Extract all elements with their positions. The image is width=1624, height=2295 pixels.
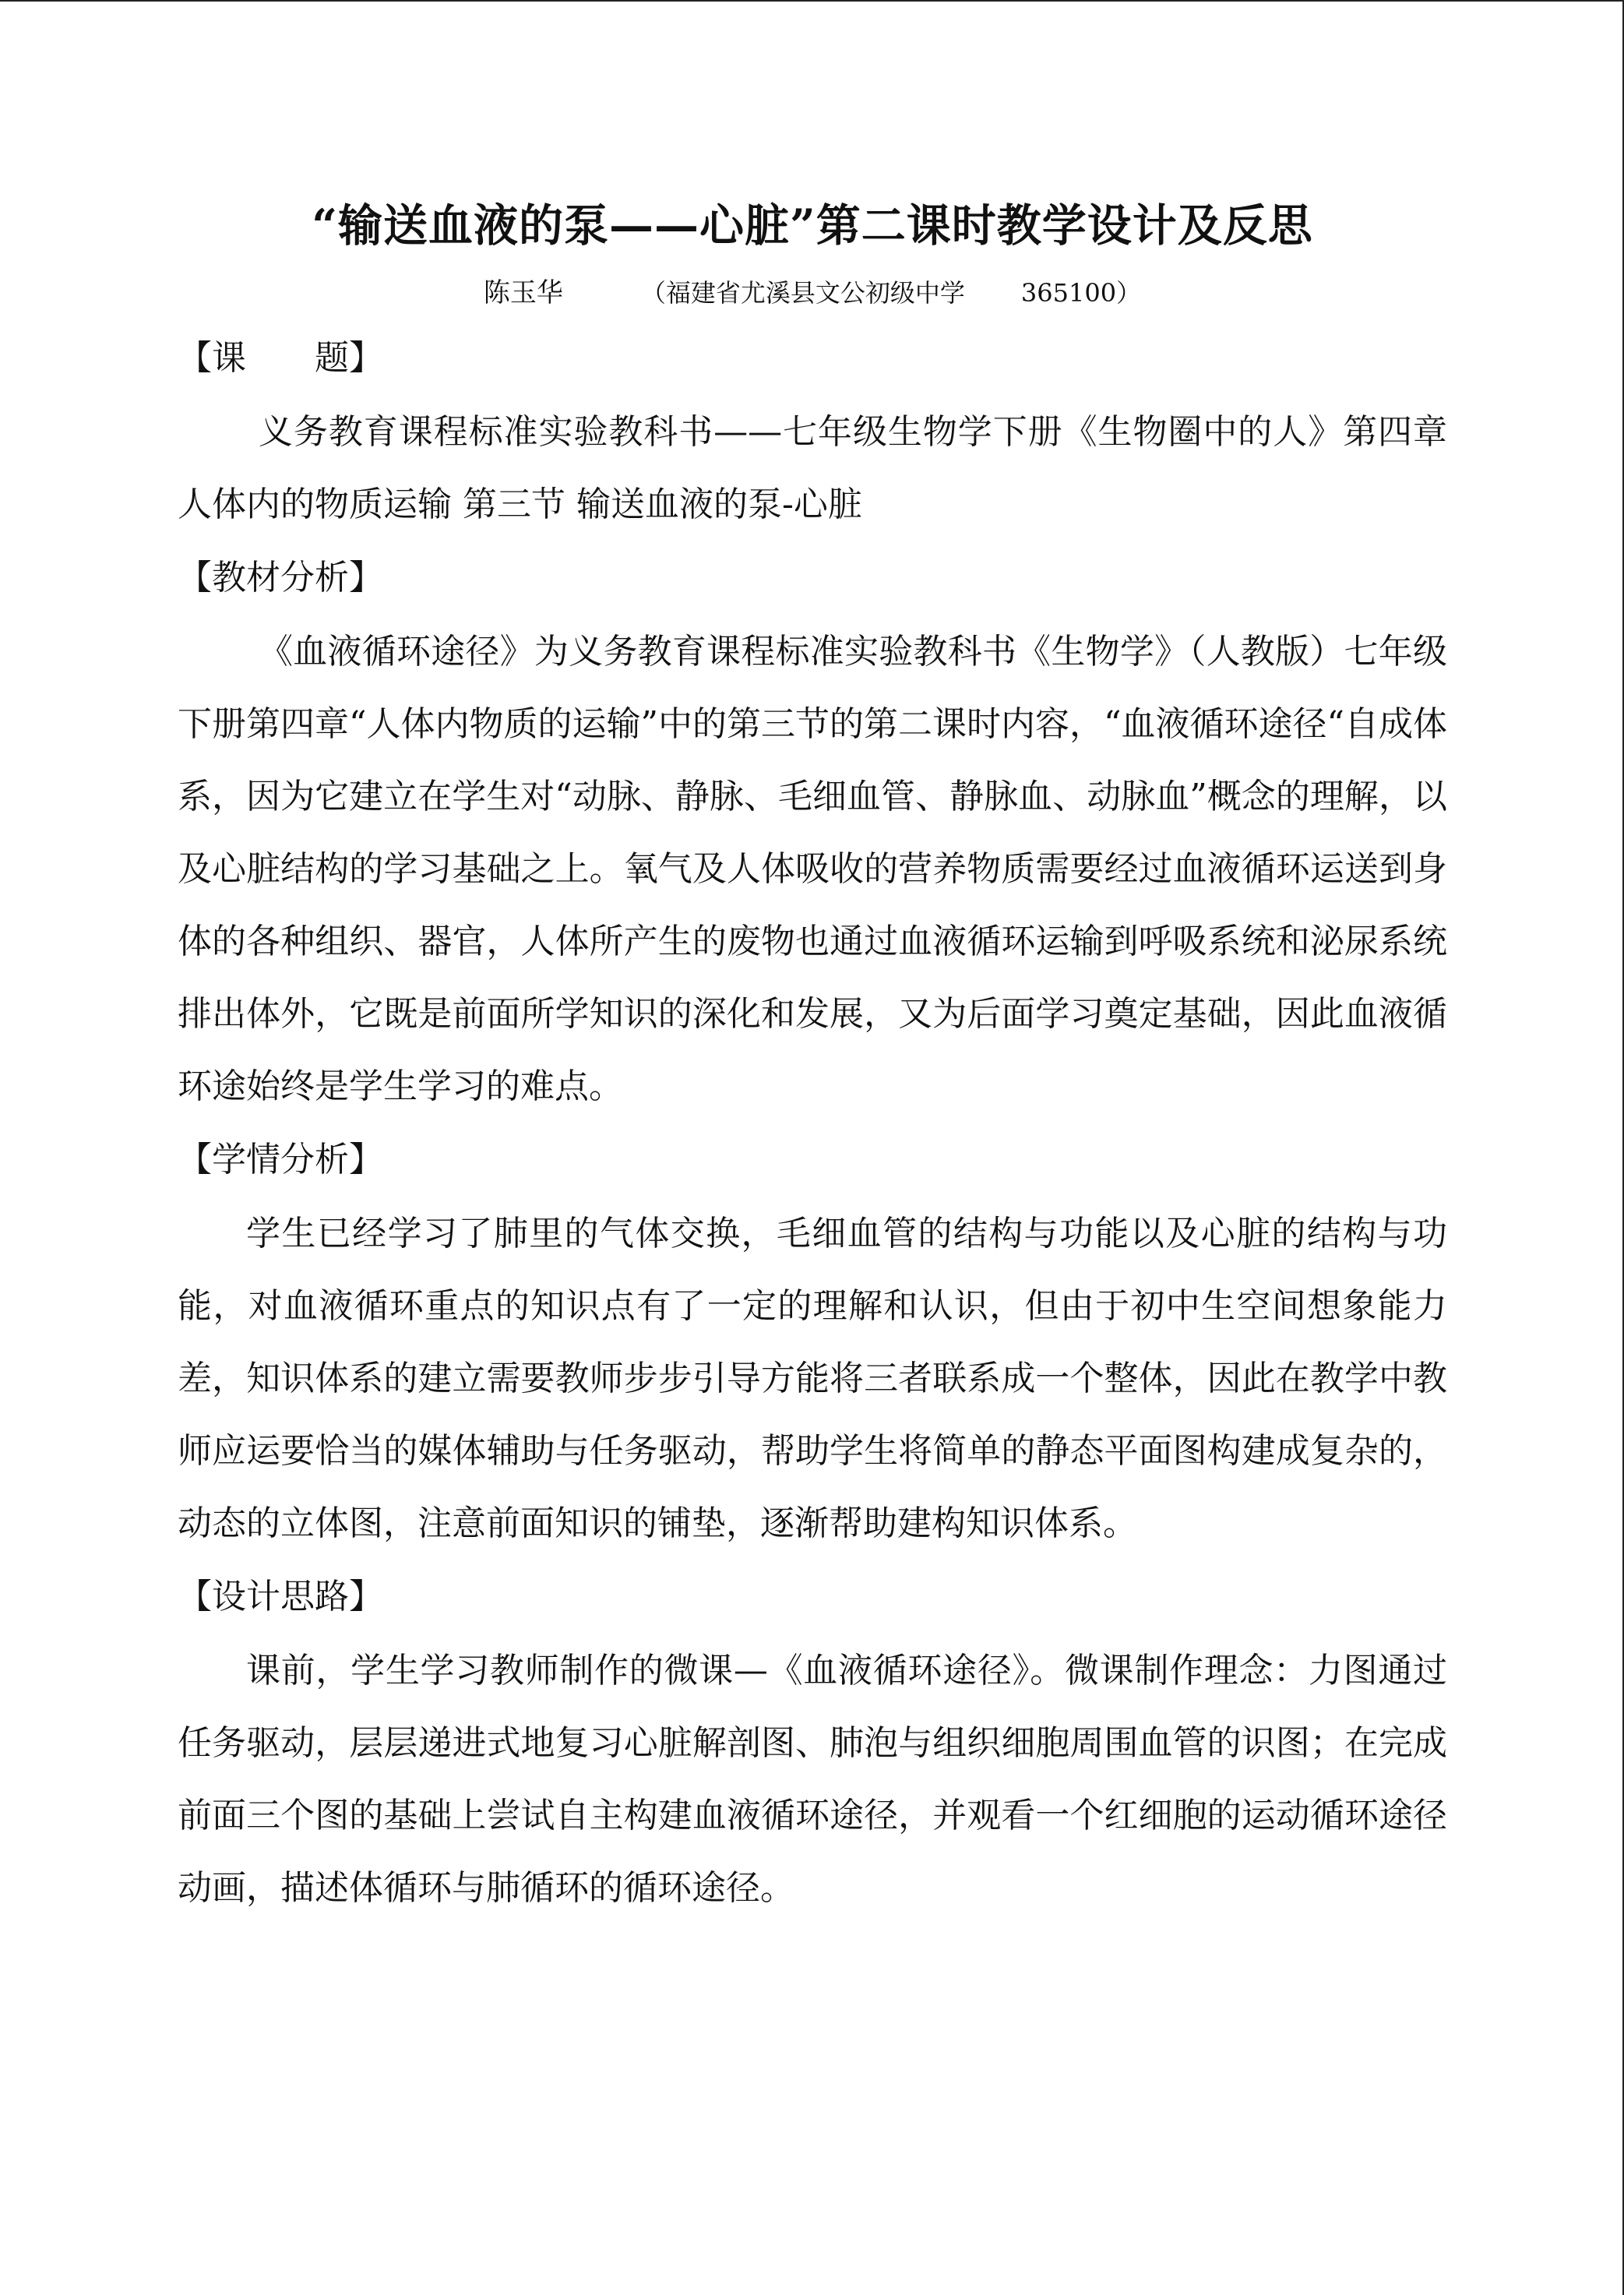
section-heading-textbook-analysis: 【教材分析】 (178, 558, 383, 598)
section-textbook-analysis (178, 541, 1447, 1123)
section-design-idea (178, 1560, 1447, 1924)
author-name: 陈玉华 (483, 277, 563, 308)
section-paragraph-design-idea: 课前，学生学习教师制作的微课—《血液循环途径》。微课制作理念：力图通过任务驱动，层层递进式地复习心脏解剖图、肺泡与组织细胞周围血管的识图；在完成前面三个图的基础上尝试自主构建血液循环途径，并观看一个红细胞的运动循环途径动画，描述体循环与肺循环的循环途径。 (178, 1651, 1447, 1908)
section-paragraph-learner-analysis: 学生已经学习了肺里的气体交换，毛细血管的结构与功能以及心脏的结构与功能，对血液循环重点的知识点有了一定的理解和认识，但由于初中生空间想象能力差，知识体系的建立需要教师步步引导方能将三者联系成一个整体，因此在教学中教师应运要恰当的媒体辅助与任务驱动，帮助学生将简单的静态平面图构建成复杂的，动态的立体图，注意前面知识的铺垫，逐渐帮助建构知识体系。 (178, 1214, 1447, 1543)
section-heading-topic: 【课 题】 (178, 338, 383, 378)
author-postcode: 365100 (1020, 278, 1117, 308)
section-heading-learner-analysis: 【学情分析】 (178, 1140, 383, 1179)
section-paragraph-topic: 义务教育课程标准实验教科书——七年级生物学下册《生物圈中的人》第四章人体内的物质运输 第三节 输送血液的泵-心脏 (178, 412, 1447, 524)
section-heading-design-idea: 【设计思路】 (178, 1577, 383, 1616)
document-title: “输送血液的泵——心脏”第二课时教学设计及反思 (312, 199, 1313, 252)
author-organization: （福建省尤溪县文公初级中学 (640, 278, 965, 308)
document-page (178, 195, 1447, 1924)
author-close-paren: ） (1116, 278, 1142, 308)
section-learner-analysis (178, 1123, 1447, 1560)
section-topic (178, 321, 1447, 541)
page-border-top (0, 0, 1624, 2)
author-line (178, 271, 1447, 315)
section-paragraph-textbook-analysis: 《血液循环途径》为义务教育课程标准实验教科书《生物学》（人教版）七年级下册第四章“人体内物质的运输”中的第三节的第二课时内容，“血液循环途径“自成体系，因为它建立在学生对“动脉、静脉、毛细血管、静脉血、动脉血”概念的理解，以及心脏结构的学习基础之上。氧气及人体吸收的营养物质需要经过血液循环运送到身体的各种组织、器官，人体所产生的废物也通过血液循环运输到呼吸系统和泌尿系统排出体外，它既是前面所学知识的深化和发展，又为后面学习奠定基础，因此血液循环途始终是学生学习的难点。 (178, 632, 1447, 1106)
